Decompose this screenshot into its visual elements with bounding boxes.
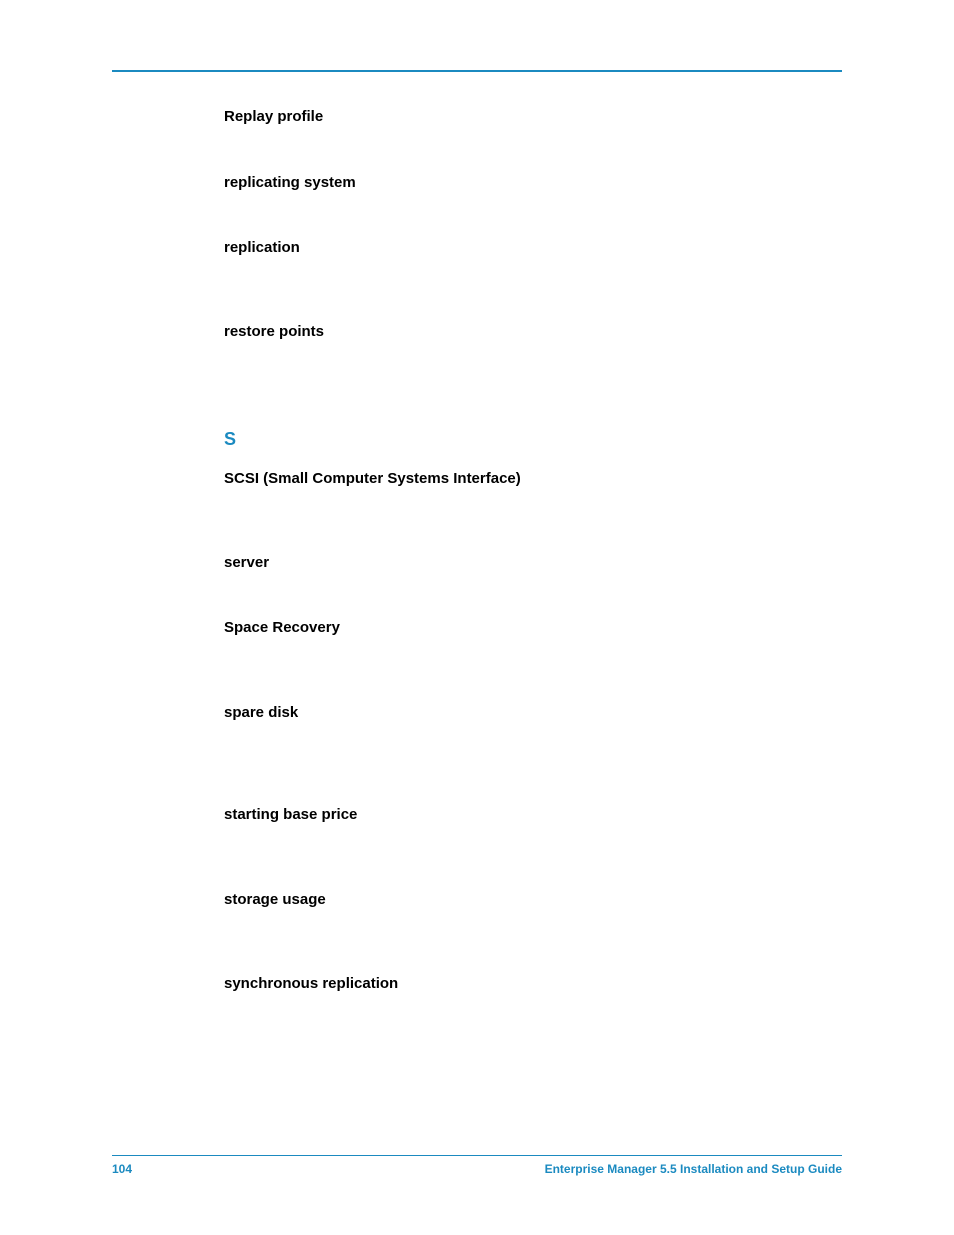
glossary-term-space-recovery: Space Recovery <box>224 619 340 636</box>
page-number: 104 <box>112 1162 133 1176</box>
section-letter-heading: S <box>224 429 237 449</box>
footer-rule <box>112 1155 842 1156</box>
glossary-term-starting-base-price: starting base price <box>224 806 358 823</box>
glossary-term-replication: replication <box>224 239 300 256</box>
glossary-term-replicating-system: replicating system <box>224 174 356 191</box>
header-rule <box>112 70 842 72</box>
glossary-term-server: server <box>224 554 270 571</box>
glossary-term-spare-disk: spare disk <box>224 704 299 721</box>
glossary-term-storage-usage: storage usage <box>224 891 326 908</box>
glossary-term-replay-profile: Replay profile <box>224 108 324 125</box>
glossary-term-restore-points: restore points <box>224 323 325 340</box>
glossary-term-scsi: SCSI (Small Computer Systems Interface) <box>224 470 521 487</box>
glossary-term-synchronous-replication: synchronous replication <box>224 975 399 992</box>
footer-guide-title: Enterprise Manager 5.5 Installation and Setup Guide <box>544 1162 842 1176</box>
